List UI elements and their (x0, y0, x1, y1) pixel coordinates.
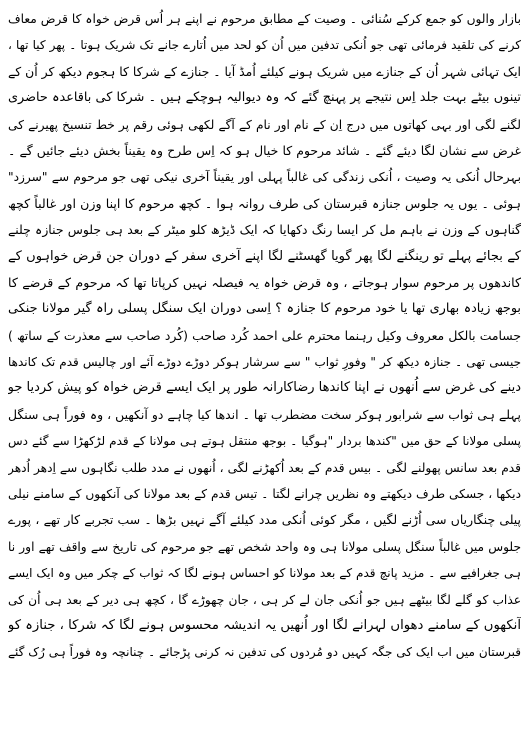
text-line: بوجھ زیادہ بھاری تھا یا خود مرحوم کا جنازہ ؟ اِسی دوران ایک سنگل پسلی راہ گیر مولانا جنکی (8, 301, 521, 317)
text-line: پیلی چنگاریاں سی اُڑنے لگیں ، مگر کوئی اُنکی مدد کیلئے آگے نہیں بڑھا ۔ سب تجربے کار تھے ، پورے (8, 512, 521, 528)
text-line: پہلے ہی ثواب سے شرابور ہوکر سخت مضطرب تھا ۔ اندھا کیا چاہے دو آنکھیں ، وہ فوراً ہی سنگل (8, 406, 521, 422)
text-line: تینوں بیٹے بہت جلد اِس نتیجے پر پہنچ گئے کہ وہ دیوالیہ ہوچکے ہیں ۔ شرکا کی باقاعدہ حاضری (8, 90, 521, 106)
text-line: کرنے کی تلقید فرمائی تھی جو اُنکی تدفین میں اُن کو لحد میں اُتارے جانے تک شریک ہوتا ۔ پھر کیا تھا ، (8, 38, 521, 53)
text-line: گناہوں کے وزن نے باہم مل کر ایسا رنگ دکھایا کہ ایک ڈیڑھ کلو میٹر کے بعد ہی جلوس جنازہ چلنے (8, 222, 521, 238)
text-line: پسلی مولانا کے حق میں "کندھا بردار "ہوگیا ۔ بوجھ منتقل ہوتے ہی مولانا کے قدم لڑکھڑا سے گئے دس (8, 434, 521, 449)
text-line: لگنے لگی اور بہی کھاتوں میں درج اِن کے نام اور نام کے آگے لکھی ہوئی رقم پر خط تنسیخ پھیرنے کی (8, 117, 521, 132)
text-line: ایک تہائی شہر اُن کے جنازے میں شریک ہونے کیلئے اُمڈ آیا ۔ جنازے کے شرکا کا ہجوم دیکھ کر اُن کے (8, 63, 521, 79)
text-line: کے بجائے پہلے تو رینگنے لگا پھر گویا گھسٹنے لگا اپنے آخری سفر کے دوران جن قرض خواہوں کے (8, 248, 521, 264)
text-line: آنکھوں کے سامنے دھواں لہرانے لگا اور اُنھیں یہ اندیشہ محسوس ہونے لگا کہ شرکا ، جنازہ کو (8, 617, 521, 633)
text-line: جیسی تھی ۔ جنازہ دیکھ کر " وفورِ ثواب " سے سرشار ہوکر دوڑے دوڑے آئے اور چالیس قدم تک کاندھا (8, 355, 521, 370)
text-line: جسامت بالکل معروف وکیل رہنما محترم علی احمد کُرد صاحب (کُرد صاحب سے معذرت کے ساتھ ) (8, 327, 521, 343)
text-line: قدم بعد سانس پھولنے لگی ۔ بیس قدم کے بعد اُکھڑنے لگی ، اُنھوں نے مدد طلب نگاہوں سے اِدھر اُدھر (8, 460, 521, 475)
text-line: دینے کی غرض سے اُنھوں نے اپنا کاندھا رضاکارانہ طور پر ایک ایسے قرض خواہ کو پیش کردیا جو (8, 380, 521, 396)
text-line: ہی جغرافیے سے ۔ مزید پانچ قدم کے بعد مولانا کو احساس ہونے لگا کہ ثواب کے چکر میں وہ ایک ایسے (8, 566, 521, 581)
text-line: عذاب کو گلے لگا بیٹھے ہیں جو اُنکی جان لے کر ہی ، جان چھوڑے گا ، کچھ ہی دیر کے بعد ہی اُن کی (8, 592, 521, 607)
text-line: بازار والوں کو جمع کرکے سُنائی ۔ وصیت کے مطابق مرحوم نے اپنے ہر اُس قرض خواہ کا قرض معاف (8, 12, 521, 26)
text-line: غرض سے نشان لگا دیئے گئے ۔ شائد مرحوم کا خیال ہو کہ اِس طرح وہ یقیناً بخش دیئے جائیں گے ۔ (8, 142, 521, 158)
text-line: بہرحال اُنکی یہ وصیت ، اُنکی زندگی کی غالباً پہلی اور یقیناً آخری نیکی تھی جو مرحوم سے "سرزد" (8, 170, 521, 185)
text-line: قبرستان میں اب ایک کی جگہ کہیں دو مُردوں کی تدفین نہ کرنی پڑجائے ۔ چنانچہ وہ فوراً ہی رُک گئے (8, 645, 521, 660)
text-line: جلوس میں غالباً سنگل پسلی مولانا ہی وہ واحد شخص تھے جو مرحوم کی تاریخ سے واقف تھے اور نا (8, 539, 521, 554)
text-line: ہوئی ۔ یوں یہ جلوس جنازہ قبرستان کی طرف روانہ ہوا ۔ کچھ مرحوم کا اپنا وزن اور غالباً کچھ (8, 195, 521, 211)
text-line: کاندھوں پر مرحوم سوار ہوجاتے ، وہ قرض خواہ یہ فیصلہ نہیں کرپاتا تھا کہ مرحوم کے قرضے کا (8, 274, 521, 290)
text-line: دیکھا ، جسکی طرف دیکھتے وہ نظریں چرانے لگتا ۔ تیس قدم کے بعد مولانا کی آنکھوں کے سامنے نیلی (8, 487, 521, 502)
